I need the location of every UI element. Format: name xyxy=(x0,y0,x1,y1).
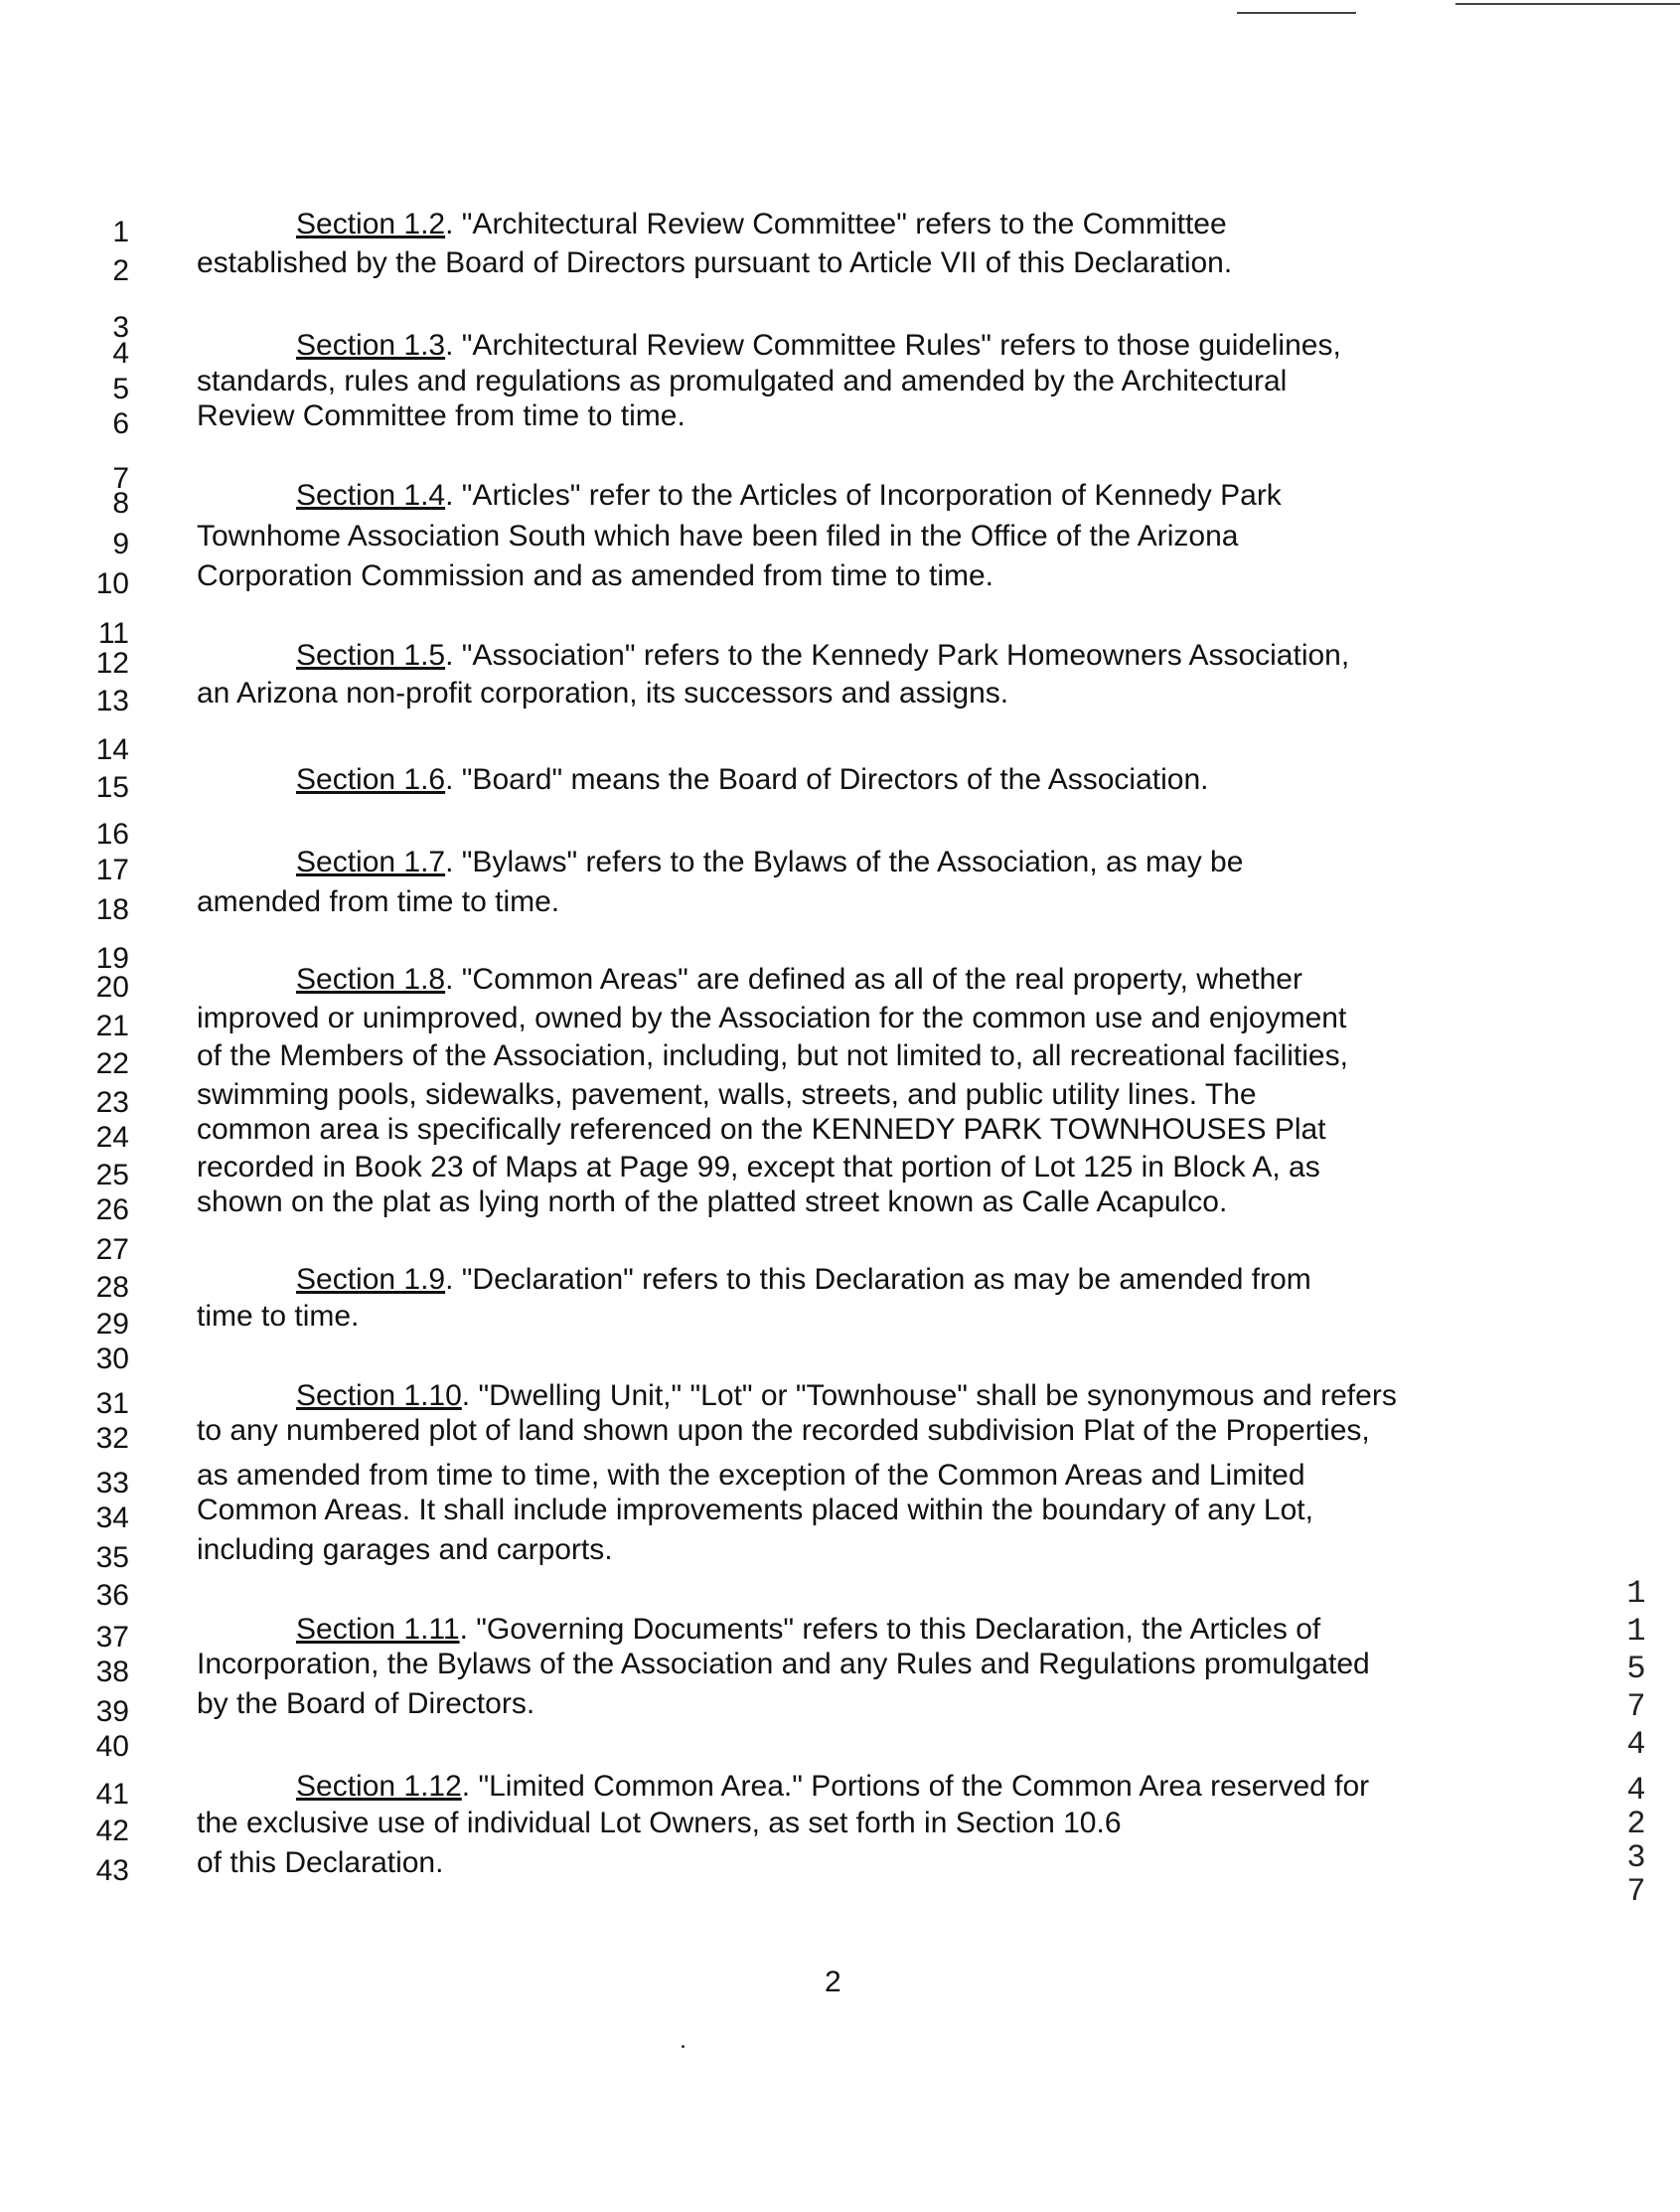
line-number: 13 xyxy=(95,685,129,717)
page-number: 2 xyxy=(825,1966,841,1998)
text-line xyxy=(197,556,993,596)
text-line xyxy=(197,999,1346,1038)
text-line xyxy=(197,1110,1326,1150)
text-line xyxy=(197,1075,1257,1115)
line-text: . "Architectural Review Committee Rules" refers to those guidelines, xyxy=(445,329,1341,362)
line-number: 40 xyxy=(95,1730,129,1763)
text-line xyxy=(197,1491,1313,1530)
line-number: 14 xyxy=(95,733,129,766)
line-text: shown on the plat as lying north of the platted street known as Calle Acapulco. xyxy=(197,1185,1228,1218)
line-number: 8 xyxy=(112,487,129,520)
line-number: 11 xyxy=(97,617,129,650)
line-number: 1 xyxy=(112,216,129,248)
line-number: 25 xyxy=(95,1159,129,1191)
line-text: amended from time to time. xyxy=(197,885,560,918)
line-number: 41 xyxy=(95,1778,129,1811)
section-label: Section 1.12 xyxy=(296,1770,462,1803)
line-number: 39 xyxy=(95,1695,129,1728)
line-text: Incorporation, the Bylaws of the Association and any Rules and Regulations promulgated xyxy=(197,1648,1370,1680)
line-number: 20 xyxy=(95,971,129,1004)
line-number: 33 xyxy=(95,1467,129,1500)
section-label: Section 1.3 xyxy=(296,329,446,362)
section-label: Section 1.4 xyxy=(296,479,446,512)
text-line xyxy=(197,674,1008,713)
line-text: . "Declaration" refers to this Declaration as may be amended from xyxy=(445,1263,1311,1296)
line-number: 29 xyxy=(95,1308,129,1341)
line-number: 22 xyxy=(95,1047,129,1080)
line-text: . "Dwelling Unit," "Lot" or "Townhouse" shall be synonymous and refers xyxy=(461,1379,1397,1412)
text-line xyxy=(197,362,1287,401)
section-label: Section 1.10 xyxy=(296,1379,462,1412)
text-line xyxy=(197,517,1238,556)
line-text: time to time. xyxy=(197,1300,360,1333)
line-text: . "Limited Common Area." Portions of the Common Area reserved for xyxy=(461,1770,1370,1803)
line-number: 32 xyxy=(95,1422,129,1455)
section-heading-line xyxy=(296,760,1208,800)
line-text: of the Members of the Association, including, but not limited to, all recreational facilities, xyxy=(197,1039,1348,1072)
line-text: Common Areas. It shall include improvements placed within the boundary of any Lot, xyxy=(197,1494,1313,1526)
section-heading-line xyxy=(296,843,1243,882)
section-label: Section 1.11 xyxy=(296,1613,460,1646)
line-number: 17 xyxy=(95,854,129,886)
line-text: . "Bylaws" refers to the Bylaws of the Association, as may be xyxy=(445,846,1244,878)
line-text: established by the Board of Directors pursuant to Article VII of this Declaration. xyxy=(197,246,1233,279)
text-line xyxy=(197,1684,535,1724)
line-number: 26 xyxy=(95,1193,129,1226)
text-line xyxy=(197,1804,1122,1843)
line-text: to any numbered plot of land shown upon the recorded subdivision Plat of the Properties, xyxy=(197,1414,1370,1447)
section-heading-line xyxy=(296,326,1341,366)
section-label: Section 1.2 xyxy=(296,208,446,240)
line-number: 7 xyxy=(112,462,129,495)
line-number: 31 xyxy=(95,1387,129,1420)
line-number: 21 xyxy=(95,1010,129,1042)
line-number: 34 xyxy=(95,1501,129,1534)
section-heading-line xyxy=(296,960,1302,1000)
scan-speck xyxy=(682,2045,685,2048)
line-text: Corporation Commission and as amended from time to time. xyxy=(197,559,994,592)
line-text: as amended from time to time, with the exception of the Common Areas and Limited xyxy=(197,1459,1305,1492)
line-number: 9 xyxy=(112,528,129,560)
line-number: 19 xyxy=(95,942,129,975)
line-text: . "Governing Documents" refers to this Declaration, the Articles of xyxy=(459,1613,1321,1646)
line-number: 16 xyxy=(95,818,129,851)
text-line xyxy=(197,1148,1320,1187)
section-heading-line xyxy=(296,476,1282,516)
text-line xyxy=(197,1297,359,1337)
line-text: Review Committee from time to time. xyxy=(197,399,686,432)
text-line xyxy=(197,243,1232,283)
section-label: Section 1.8 xyxy=(296,963,446,996)
line-number: 12 xyxy=(95,647,129,680)
line-text: of this Declaration. xyxy=(197,1846,444,1879)
line-number: 35 xyxy=(95,1541,129,1574)
stamp-digit: 4 xyxy=(1626,1772,1646,1809)
line-text: improved or unimproved, owned by the Association for the common use and enjoyment xyxy=(197,1002,1347,1034)
scan-mark-top-center xyxy=(1237,12,1356,14)
text-line xyxy=(197,396,686,436)
line-text: the exclusive use of individual Lot Owners, as set forth in Section 10.6 xyxy=(197,1807,1122,1839)
stamp-digit: 7 xyxy=(1626,1688,1646,1725)
text-line xyxy=(197,1645,1370,1684)
text-line xyxy=(197,1843,443,1883)
line-number: 42 xyxy=(95,1815,129,1847)
line-number: 28 xyxy=(95,1271,129,1304)
line-number: 24 xyxy=(95,1121,129,1154)
line-text: Townhome Association South which have been filed in the Office of the Arizona xyxy=(197,520,1239,553)
section-label: Section 1.6 xyxy=(296,763,446,796)
stamp-digit: 5 xyxy=(1626,1651,1646,1687)
text-line xyxy=(197,882,559,922)
section-heading-line xyxy=(296,1610,1320,1650)
stamp-digit: 2 xyxy=(1626,1806,1646,1842)
section-label: Section 1.5 xyxy=(296,639,446,672)
section-heading-line xyxy=(296,1260,1311,1300)
stamp-digit: 1 xyxy=(1626,1575,1646,1612)
line-text: . "Articles" refer to the Articles of Incorporation of Kennedy Park xyxy=(445,479,1282,512)
line-text: . "Association" refers to the Kennedy Park Homeowners Association, xyxy=(445,639,1350,672)
line-number: 6 xyxy=(112,407,129,440)
stamp-digit: 4 xyxy=(1626,1726,1646,1763)
line-text: . "Architectural Review Committee" refers to the Committee xyxy=(445,208,1227,240)
section-heading-line xyxy=(296,205,1227,244)
line-number: 18 xyxy=(95,893,129,926)
line-number: 15 xyxy=(95,771,129,804)
text-line xyxy=(197,1036,1348,1076)
line-number: 38 xyxy=(95,1656,129,1688)
section-heading-line xyxy=(296,1767,1369,1807)
section-heading-line xyxy=(296,1376,1397,1416)
line-number: 3 xyxy=(112,311,129,344)
stamp-digit: 7 xyxy=(1626,1873,1646,1910)
stamp-digit: 1 xyxy=(1626,1613,1646,1650)
line-text: common area is specifically referenced on the KENNEDY PARK TOWNHOUSES Plat xyxy=(197,1113,1326,1146)
stamp-digit: 3 xyxy=(1626,1839,1646,1876)
line-text: . "Common Areas" are defined as all of the real property, whether xyxy=(445,963,1302,996)
line-text: an Arizona non-profit corporation, its successors and assigns. xyxy=(197,677,1009,710)
line-text: including garages and carports. xyxy=(197,1533,613,1566)
line-number: 2 xyxy=(112,254,129,287)
text-line xyxy=(197,1183,1227,1222)
line-number: 30 xyxy=(95,1343,129,1375)
text-line xyxy=(197,1411,1370,1451)
text-line xyxy=(197,1456,1305,1496)
line-text: recorded in Book 23 of Maps at Page 99, except that portion of Lot 125 in Block A, as xyxy=(197,1151,1320,1184)
line-text: by the Board of Directors. xyxy=(197,1687,535,1720)
line-number: 4 xyxy=(112,337,129,370)
line-text: standards, rules and regulations as promulgated and amended by the Architectural xyxy=(197,365,1288,397)
section-label: Section 1.7 xyxy=(296,846,446,878)
line-number: 37 xyxy=(95,1621,129,1654)
section-heading-line xyxy=(296,636,1349,676)
line-number: 5 xyxy=(112,373,129,405)
section-label: Section 1.9 xyxy=(296,1263,446,1296)
line-number: 36 xyxy=(95,1579,129,1612)
line-number: 43 xyxy=(95,1854,129,1887)
text-line xyxy=(197,1530,613,1570)
line-text: . "Board" means the Board of Directors of the Association. xyxy=(445,763,1209,796)
line-number: 10 xyxy=(95,567,129,600)
line-text: swimming pools, sidewalks, pavement, walls, streets, and public utility lines. The xyxy=(197,1078,1257,1111)
scan-mark-top-right xyxy=(1455,3,1680,5)
line-number: 27 xyxy=(95,1233,129,1266)
line-number: 23 xyxy=(95,1086,129,1119)
